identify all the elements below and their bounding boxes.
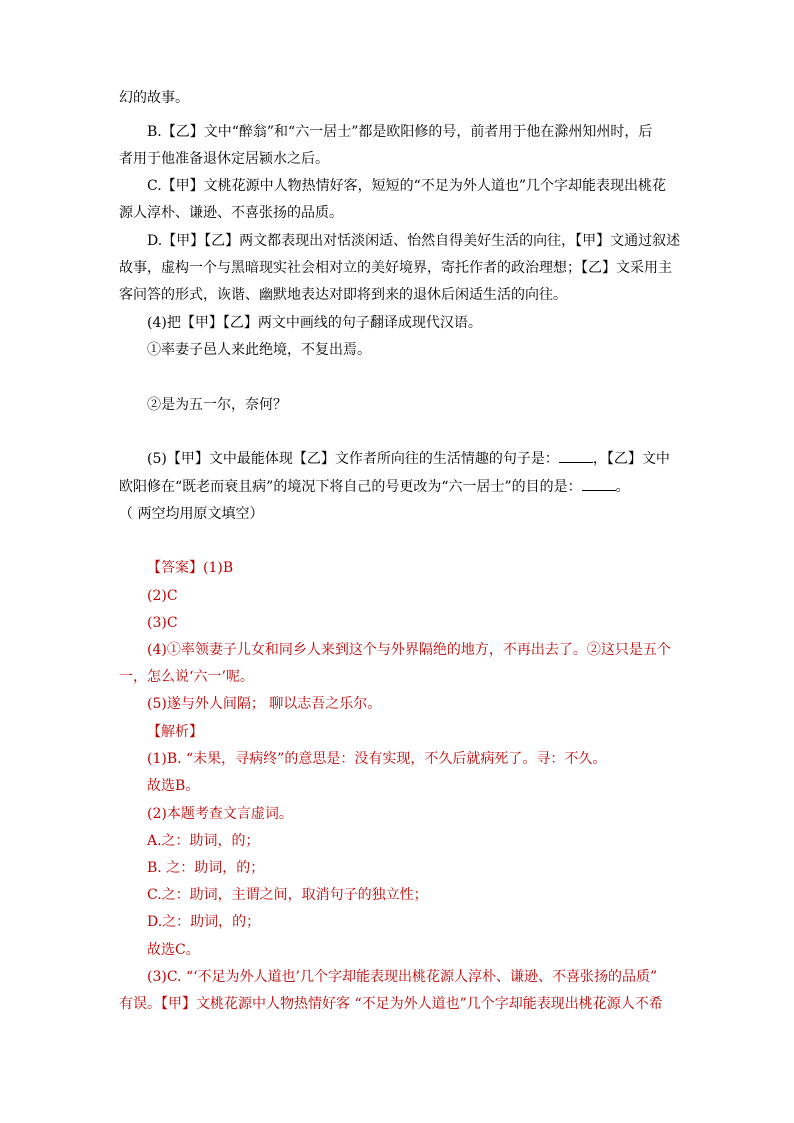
answer-4-line-2: 一，怎么说‘六一’呢。	[119, 669, 254, 685]
answer-heading: 【答案】	[147, 560, 203, 576]
analysis-3-line-2	[119, 994, 663, 1014]
answer-blank-1	[559, 450, 593, 463]
analysis-heading: 【解析】	[147, 724, 203, 740]
analysis-2-d: D.之：助词，的；	[147, 914, 261, 930]
answer-line-1	[147, 558, 233, 578]
analysis-3-text-b: 文桃花源中人物热情好客 “不足为外人道也”几个字却能表现出桃花源人不希	[196, 996, 663, 1012]
answer-2: (2)C	[147, 588, 178, 604]
answer-3: (3)C	[147, 615, 178, 631]
option-d-line-2: 故事，虚构一个与黑暗现实社会相对立的美好境界，寄托作者的政治理想；【乙】文采用主	[119, 260, 672, 276]
analysis-2-b: B. 之：助词，的；	[147, 860, 265, 876]
question-5-text-d: 。	[615, 479, 630, 495]
analysis-2-conclusion: 故选C。	[147, 942, 200, 958]
question-5-text-b: ，【乙】文中	[592, 451, 670, 467]
analysis-1-conclusion: 故选B。	[147, 778, 200, 794]
question-5-line-2	[119, 477, 630, 497]
analysis-2-c: C.之：助词，主谓之间，取消句子的独立性；	[147, 887, 428, 903]
question-5-text-a: (5)【甲】文中最能体现【乙】文作者所向往的生活情趣的句子是：	[147, 451, 559, 467]
option-b-line-1: B.【乙】文中“醉翁”和“六一居士”都是欧阳修的号，前者用于他在滁州知州时，后	[147, 124, 653, 140]
question-4-sentence-1: ①率妻子邑人来此绝境，不复出焉。	[147, 342, 371, 358]
answer-1: (1)B	[203, 560, 234, 576]
question-5-note: （ 两空均用原文填空）	[119, 506, 264, 522]
text-line: 幻的故事。	[119, 90, 189, 106]
answer-4-line-1: (4)①率领妻子儿女和同乡人来到这个与外界隔绝的地方，不再出去了。②这只是五个	[147, 642, 671, 658]
analysis-2: (2)本题考查文言虚词。	[147, 806, 293, 822]
question-5-text-c: 欧阳修在“既老而衰且病”的境况下将自己的号更改为“六一居士”的目的是：	[119, 479, 582, 495]
option-d-line-1: D.【甲】【乙】两文都表现出对恬淡闲适、怡然自得美好生活的向往，【甲】文通过叙述	[147, 233, 681, 249]
question-4-sentence-2: ②是为五一尔，奈何？	[147, 397, 287, 413]
question-4-prompt: (4)把【甲】【乙】两文中画线的句子翻译成现代汉语。	[147, 315, 482, 331]
analysis-2-a: A.之：助词，的；	[147, 833, 260, 849]
option-d-line-3: 客问答的形式，诙谐、幽默地表达对即将到来的退休后闲适生活的向往。	[119, 287, 567, 303]
option-c-line-2: 源人淳朴、谦逊、不喜张扬的品质。	[119, 205, 343, 221]
answer-5: (5)遂与外人间隔； 聊以志吾之乐尔。	[147, 696, 382, 712]
answer-blank-2	[582, 478, 616, 491]
analysis-1: (1)B. “未果，寻病终”的意思是：没有实现，不久后就病死了。寻：不久。	[147, 751, 607, 767]
question-5-line-1	[147, 449, 670, 469]
analysis-3-line-1: (3)C. “‘不足为外人道也’几个字却能表现出桃花源人淳朴、谦逊、不喜张扬的品质”	[147, 969, 658, 985]
option-c-line-1: C.【甲】文桃花源中人物热情好客，短短的“不足为外人道也”几个字却能表现出桃花	[147, 178, 666, 194]
analysis-3-text-a: 有误。	[119, 996, 161, 1012]
analysis-3-bracket: 【甲】	[161, 996, 196, 1012]
option-b-line-2: 者用于他准备退休定居颍水之后。	[119, 151, 329, 167]
